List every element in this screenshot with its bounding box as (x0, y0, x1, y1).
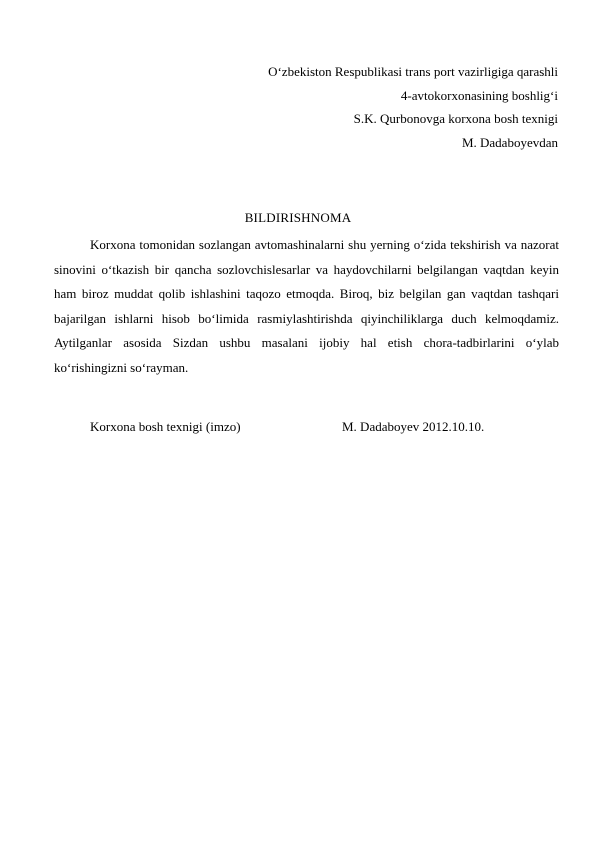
signature-row (90, 419, 559, 439)
recipient-line-3: S.K. Qurbonovga korxona bosh texnigi (353, 111, 558, 126)
recipient-line-1: O‘zbekiston Respublikasi trans port vazirligiga qarashli (268, 64, 558, 79)
body-paragraph: Korxona tomonidan sozlangan avtomashinalarni shu yerning o‘zida tekshirish va nazorat sinovini o‘tkazish bir qancha sozlovchislesarlar va haydovchilarni belgilangan vaqtdan keyin ham biroz muddat qolib ishlashini taqozo etmoqda. Biroq, biz belgilan gan vaqtdan tashqari bajarilgan ishlarni hisob bo‘limida rasmiylashtirishda qiyinchiliklarga duch kelmoqdamiz. Aytilganlar asosida Sizdan ushbu masalani ijobiy hal etish chora-tadbirlarini o‘ylab ko‘rishingizni so‘rayman. (54, 237, 559, 375)
document-title: BILDIRISHNOMA (244, 210, 352, 225)
recipient-line-2: 4-avtokorxonasining boshlig‘i (400, 87, 558, 103)
recipient-block (268, 60, 558, 154)
signature-name-date: M. Dadaboyev 2012.10.10. (342, 419, 485, 434)
sender-line: M. Dadaboyevdan (461, 134, 558, 150)
signature-position: Korxona bosh texnigi (imzo) (90, 419, 241, 434)
